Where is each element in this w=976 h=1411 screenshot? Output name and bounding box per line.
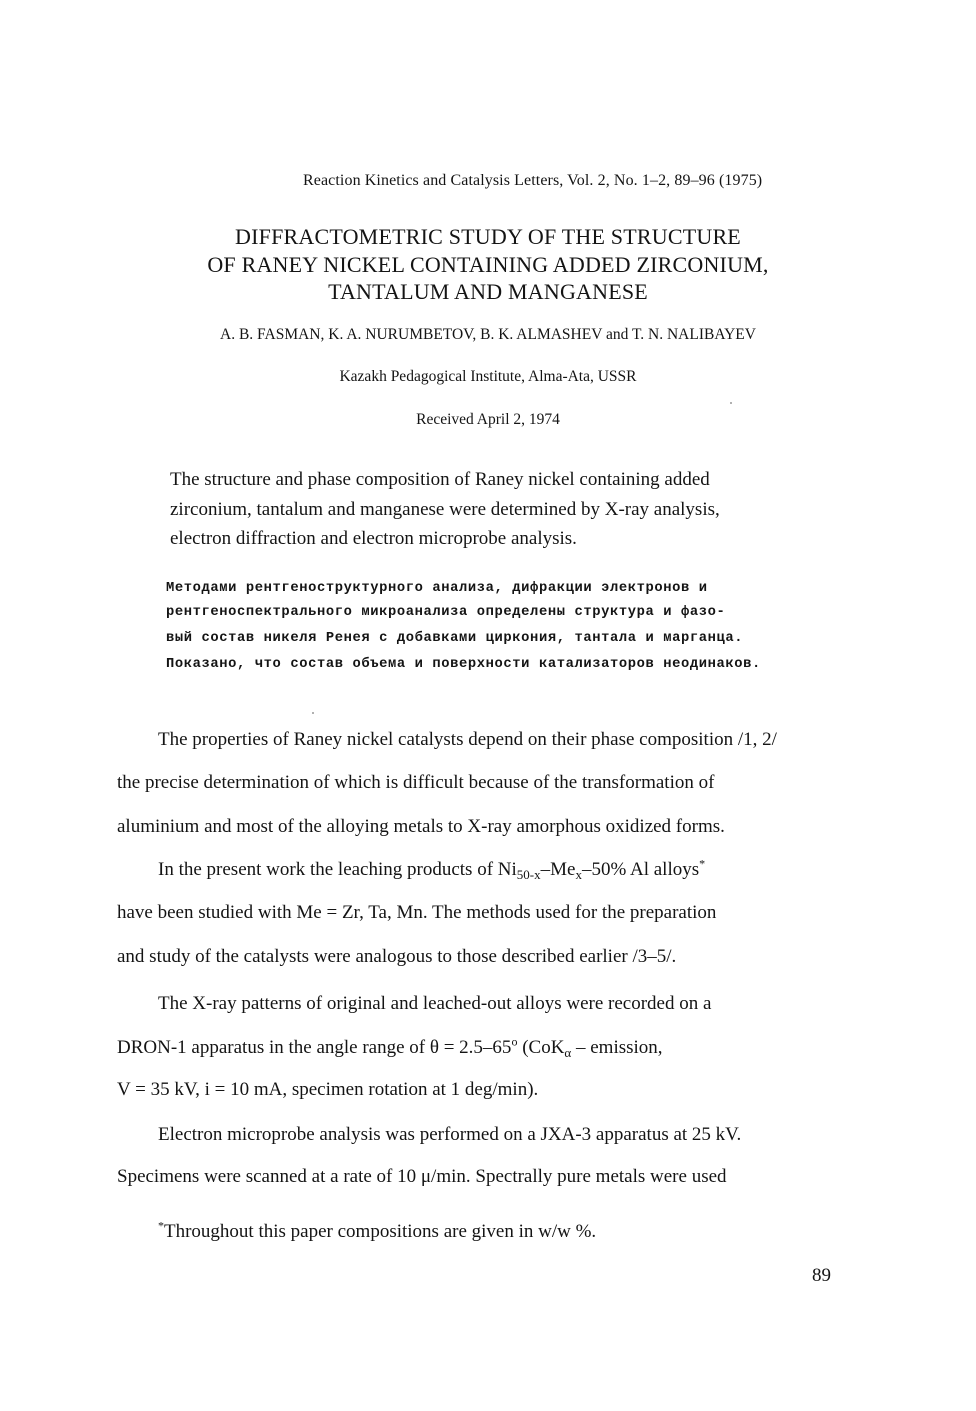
body-line: aluminium and most of the alloying metals to X-ray amorphous oxidized forms. (117, 816, 725, 837)
author-list: A. B. FASMAN, K. A. NURUMBETOV, B. K. ALMASHEV and T. N. NALIBAYEV (220, 326, 756, 343)
subscript: x (575, 867, 582, 882)
footnote-marker: * (699, 856, 706, 871)
journal-header: Reaction Kinetics and Catalysis Letters, Vol. 2, No. 1–2, 89–96 (1975) (303, 172, 763, 189)
paper-title-line-2: OF RANEY NICKEL CONTAINING ADDED ZIRCONIUM, (207, 252, 769, 277)
paper-title-line-1: DIFFRACTOMETRIC STUDY OF THE STRUCTURE (235, 224, 741, 249)
abstract-en-line: electron diffraction and electron microprobe analysis. (170, 528, 577, 549)
page-number: 89 (812, 1265, 831, 1286)
affiliation: Kazakh Pedagogical Institute, Alma-Ata, USSR (339, 368, 637, 385)
body-line: V = 35 kV, i = 10 mA, specimen rotation at 1 deg/min). (117, 1079, 539, 1100)
body-text: –Me (540, 859, 576, 880)
body-line: The X-ray patterns of original and leached-out alloys were recorded on a (158, 993, 712, 1014)
body-line: Specimens were scanned at a rate of 10 μ/min. Spectrally pure metals were used (117, 1166, 727, 1187)
abstract-ru-line: вый состав никеля Ренея с добавками циркония, тантала и марганца. (166, 631, 744, 646)
abstract-ru-line: Показано, что состав объема и поверхности катализаторов неодинаков. (166, 657, 761, 672)
body-text: In the present work the leaching products of Ni (158, 859, 517, 880)
body-line: The properties of Raney nickel catalysts depend on their phase composition /1, 2/ (158, 729, 777, 750)
body-text: DRON-1 apparatus in the angle range of θ = 2.5–65 (117, 1037, 512, 1058)
scan-speck (312, 712, 314, 714)
subscript: 50-x (516, 867, 541, 882)
received-date: Received April 2, 1974 (416, 411, 560, 428)
abstract-ru-line: рентгеноспектрального микроанализа определены структура и фазо- (166, 605, 726, 620)
abstract-en-line: zirconium, tantalum and manganese were determined by X-ray analysis, (170, 499, 720, 520)
body-text: –50% Al alloys (581, 859, 700, 880)
body-line-alloy-formula (158, 856, 706, 882)
subscript: α (564, 1045, 572, 1060)
body-line: and study of the catalysts were analogous to those described earlier /3–5/. (117, 946, 677, 967)
superscript: o (511, 1034, 518, 1049)
footnote-marker: * (158, 1218, 164, 1233)
body-text: – emission, (571, 1037, 663, 1058)
body-line: the precise determination of which is difficult because of the transformation of (117, 772, 715, 793)
footnote-text: Throughout this paper compositions are given in w/w %. (164, 1221, 597, 1242)
scan-speck (730, 402, 732, 404)
footnote (158, 1218, 597, 1243)
body-line: have been studied with Me = Zr, Ta, Mn. The methods used for the preparation (117, 902, 717, 923)
body-line-angle-range (117, 1034, 663, 1060)
body-line: Electron microprobe analysis was performed on a JXA-3 apparatus at 25 kV. (158, 1124, 742, 1145)
body-text: (CoK (517, 1037, 565, 1058)
abstract-ru-line: Методами рентгеноструктурного анализа, дифракции электронов и (166, 581, 708, 596)
abstract-en-line: The structure and phase composition of Raney nickel containing added (170, 469, 710, 490)
paper-title-line-3: TANTALUM AND MANGANESE (328, 279, 648, 304)
